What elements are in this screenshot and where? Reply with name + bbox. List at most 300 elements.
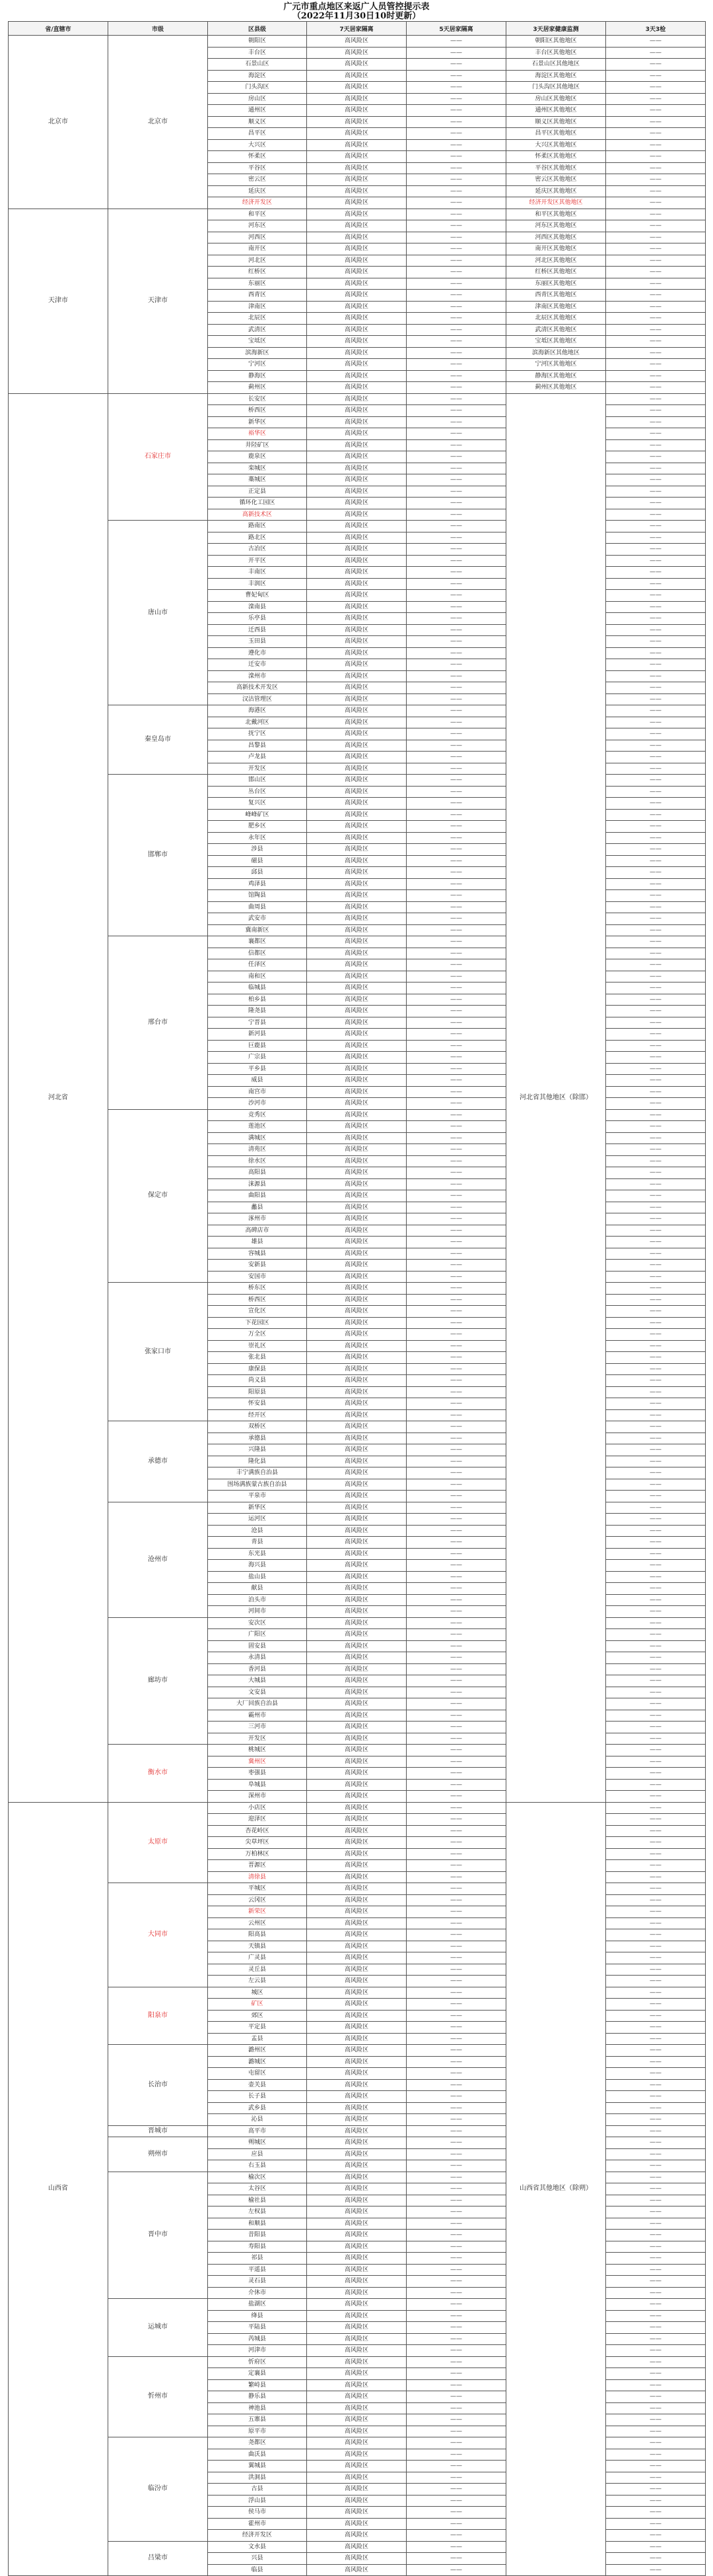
dash-cell: —— xyxy=(606,1987,706,1999)
dash-cell: —— xyxy=(407,1248,506,1260)
dash-cell: —— xyxy=(606,509,706,521)
district-cell: 曹妃甸区 xyxy=(208,590,307,602)
dash-cell: —— xyxy=(407,1317,506,1329)
dash-cell: —— xyxy=(407,509,506,521)
district-cell: 三河市 xyxy=(208,1722,307,1733)
dash-cell: —— xyxy=(407,2206,506,2218)
risk-cell: 高风险区 xyxy=(307,1433,407,1444)
risk-cell: 高风险区 xyxy=(307,1941,407,1952)
dash-cell: —— xyxy=(407,682,506,694)
dash-cell: —— xyxy=(606,2391,706,2403)
district-cell: 高碑店市 xyxy=(208,1225,307,1237)
dash-cell: —— xyxy=(407,1837,506,1849)
dash-cell: —— xyxy=(407,786,506,798)
risk-cell: 高风险区 xyxy=(307,2183,407,2195)
district-cell: 昔阳县 xyxy=(208,2230,307,2241)
district-cell: 新华区 xyxy=(208,416,307,428)
risk-cell: 高风险区 xyxy=(307,1825,407,1837)
dash-cell: —— xyxy=(606,209,706,220)
dash-cell: —— xyxy=(606,740,706,752)
risk-cell: 高风险区 xyxy=(307,1155,407,1167)
dash-cell: —— xyxy=(606,1687,706,1698)
district-cell: 津南区 xyxy=(208,301,307,313)
dash-cell: —— xyxy=(407,2484,506,2496)
district-cell: 广灵县 xyxy=(208,1952,307,1964)
dash-cell: —— xyxy=(407,2172,506,2183)
district-cell: 门头沟区 xyxy=(208,82,307,94)
risk-cell: 高风险区 xyxy=(307,521,407,532)
risk-cell: 高风险区 xyxy=(307,2264,407,2276)
risk-cell: 高风险区 xyxy=(307,2541,407,2553)
dash-cell: —— xyxy=(407,1537,506,1549)
dash-cell: —— xyxy=(407,1594,506,1606)
dash-cell: —— xyxy=(606,821,706,833)
risk-cell: 高风险区 xyxy=(307,2056,407,2068)
monitor-cell: 平谷区其他地区 xyxy=(506,162,606,174)
risk-cell: 高风险区 xyxy=(307,2310,407,2322)
district-cell: 尚义县 xyxy=(208,1375,307,1387)
district-cell: 新荣区 xyxy=(208,1906,307,1918)
dash-cell: —— xyxy=(407,439,506,451)
risk-cell: 高风险区 xyxy=(307,1386,407,1398)
risk-cell: 高风险区 xyxy=(307,924,407,936)
district-cell: 遵化市 xyxy=(208,647,307,659)
dash-cell: —— xyxy=(606,1640,706,1652)
dash-cell: —— xyxy=(606,624,706,636)
risk-cell: 高风险区 xyxy=(307,1098,407,1110)
dash-cell: —— xyxy=(606,2241,706,2253)
monitor-cell: 宁河区其他地区 xyxy=(506,359,606,371)
dash-cell: —— xyxy=(606,70,706,82)
city-cell: 衡水市 xyxy=(108,1745,208,1803)
risk-cell: 高风险区 xyxy=(307,2518,407,2530)
dash-cell: —— xyxy=(606,2484,706,2496)
city-cell: 唐山市 xyxy=(108,521,208,705)
monitor-cell: 滨海新区其他地区 xyxy=(506,347,606,359)
risk-cell: 高风险区 xyxy=(307,775,407,787)
district-cell: 丛台区 xyxy=(208,786,307,798)
dash-cell: —— xyxy=(407,1652,506,1664)
dash-cell: —— xyxy=(606,613,706,625)
dash-cell: —— xyxy=(606,2137,706,2149)
risk-cell: 高风险区 xyxy=(307,474,407,486)
district-cell: 杏花岭区 xyxy=(208,1825,307,1837)
dash-cell: —— xyxy=(407,1409,506,1421)
risk-cell: 高风险区 xyxy=(307,613,407,625)
dash-cell: —— xyxy=(407,717,506,728)
dash-cell: —— xyxy=(407,1386,506,1398)
dash-cell: —— xyxy=(606,2068,706,2080)
district-cell: 承德县 xyxy=(208,1433,307,1444)
title-line-2: （2022年11月30日10时更新） xyxy=(292,11,421,21)
dash-cell: —— xyxy=(407,1976,506,1987)
district-cell: 邱县 xyxy=(208,867,307,879)
district-cell: 循环化工园区 xyxy=(208,498,307,509)
dash-cell: —— xyxy=(407,2553,506,2565)
district-cell: 崇礼区 xyxy=(208,1340,307,1352)
dash-cell: —— xyxy=(606,532,706,544)
dash-cell: —— xyxy=(606,313,706,325)
risk-cell: 高风险区 xyxy=(307,313,407,325)
dash-cell: —— xyxy=(407,174,506,186)
dash-cell: —— xyxy=(407,209,506,220)
monitor-cell: 经济开发区其他地区 xyxy=(506,197,606,209)
risk-cell: 高风险区 xyxy=(307,1571,407,1583)
dash-cell: —— xyxy=(407,1283,506,1295)
dash-cell: —— xyxy=(407,2056,506,2068)
dash-cell: —— xyxy=(407,1929,506,1941)
header-5day: 5天居家隔离 xyxy=(407,22,506,36)
risk-cell: 高风险区 xyxy=(307,347,407,359)
dash-cell: —— xyxy=(407,220,506,232)
dash-cell: —— xyxy=(606,1537,706,1549)
dash-cell: —— xyxy=(606,2033,706,2045)
risk-cell: 高风险区 xyxy=(307,2437,407,2449)
dash-cell: —— xyxy=(407,2402,506,2414)
dash-cell: —— xyxy=(606,647,706,659)
risk-cell: 高风险区 xyxy=(307,728,407,740)
dash-cell: —— xyxy=(407,2160,506,2172)
dash-cell: —— xyxy=(407,832,506,844)
district-cell: 香河县 xyxy=(208,1663,307,1675)
risk-cell: 高风险区 xyxy=(307,798,407,810)
risk-cell: 高风险区 xyxy=(307,2206,407,2218)
district-cell: 玉田县 xyxy=(208,636,307,648)
dash-cell: —— xyxy=(606,498,706,509)
district-cell: 兴隆县 xyxy=(208,1444,307,1456)
district-cell: 榆次区 xyxy=(208,2172,307,2183)
district-cell: 卢龙县 xyxy=(208,752,307,763)
risk-cell: 高风险区 xyxy=(307,82,407,94)
district-cell: 抚宁区 xyxy=(208,728,307,740)
dash-cell: —— xyxy=(407,1733,506,1745)
dash-cell: —— xyxy=(407,2426,506,2437)
dash-cell: —— xyxy=(407,1052,506,1064)
monitor-cell: 武清区其他地区 xyxy=(506,324,606,336)
dash-cell: —— xyxy=(606,1167,706,1179)
dash-cell: —— xyxy=(407,232,506,243)
dash-cell: —— xyxy=(606,382,706,394)
dash-cell: —— xyxy=(606,2368,706,2380)
dash-cell: —— xyxy=(407,416,506,428)
district-cell: 康保县 xyxy=(208,1363,307,1375)
dash-cell: —— xyxy=(606,1479,706,1491)
district-cell: 太谷区 xyxy=(208,2183,307,2195)
dash-cell: —— xyxy=(606,1398,706,1410)
district-cell: 静乐县 xyxy=(208,2391,307,2403)
dash-cell: —— xyxy=(606,1132,706,1144)
dash-cell: —— xyxy=(407,578,506,590)
dash-cell: —— xyxy=(407,1144,506,1156)
dash-cell: —— xyxy=(606,763,706,775)
risk-cell: 高风险区 xyxy=(307,1075,407,1087)
risk-cell: 高风险区 xyxy=(307,2553,407,2565)
dash-cell: —— xyxy=(606,393,706,405)
district-cell: 东丽区 xyxy=(208,278,307,290)
dash-cell: —— xyxy=(606,2264,706,2276)
district-cell: 武清区 xyxy=(208,324,307,336)
district-cell: 兴县 xyxy=(208,2553,307,2565)
dash-cell: —— xyxy=(606,1814,706,1826)
district-cell: 尧都区 xyxy=(208,2437,307,2449)
risk-cell: 高风险区 xyxy=(307,36,407,48)
risk-cell: 高风险区 xyxy=(307,1248,407,1260)
dash-cell: —— xyxy=(407,1871,506,1883)
dash-cell: —— xyxy=(606,878,706,890)
dash-cell: —— xyxy=(407,1132,506,1144)
dash-cell: —— xyxy=(606,47,706,59)
risk-cell: 高风险区 xyxy=(307,682,407,694)
dash-cell: —— xyxy=(606,2160,706,2172)
risk-cell: 高风险区 xyxy=(307,2322,407,2334)
city-cell: 廊坊市 xyxy=(108,1617,208,1745)
risk-cell: 高风险区 xyxy=(307,1814,407,1826)
district-cell: 南和区 xyxy=(208,971,307,982)
risk-cell: 高风险区 xyxy=(307,1491,407,1502)
risk-cell: 高风险区 xyxy=(307,1132,407,1144)
risk-cell: 高风险区 xyxy=(307,1594,407,1606)
dash-cell: —— xyxy=(407,1548,506,1560)
risk-cell: 高风险区 xyxy=(307,2287,407,2299)
monitor-cell: 河北区其他地区 xyxy=(506,255,606,267)
city-cell: 运城市 xyxy=(108,2299,208,2357)
monitor-cell: 顺义区其他地区 xyxy=(506,116,606,128)
dash-cell: —— xyxy=(407,821,506,833)
district-cell: 涉县 xyxy=(208,844,307,856)
dash-cell: —— xyxy=(407,1917,506,1929)
district-cell: 安新县 xyxy=(208,1260,307,1272)
dash-cell: —— xyxy=(407,313,506,325)
dash-cell: —— xyxy=(606,36,706,48)
city-cell: 邢台市 xyxy=(108,936,208,1110)
district-cell: 青县 xyxy=(208,1537,307,1549)
district-cell: 巨鹿县 xyxy=(208,1040,307,1052)
risk-cell: 高风险区 xyxy=(307,509,407,521)
dash-cell: —— xyxy=(606,1271,706,1283)
risk-cell: 高风险区 xyxy=(307,105,407,117)
district-cell: 小店区 xyxy=(208,1802,307,1814)
risk-cell: 高风险区 xyxy=(307,209,407,220)
monitor-cell: 津南区其他地区 xyxy=(506,301,606,313)
dash-cell: —— xyxy=(606,2472,706,2484)
risk-cell: 高风险区 xyxy=(307,1398,407,1410)
dash-cell: —— xyxy=(407,1722,506,1733)
dash-cell: —— xyxy=(606,2553,706,2565)
dash-cell: —— xyxy=(606,1063,706,1075)
dash-cell: —— xyxy=(606,1306,706,1318)
risk-cell: 高风险区 xyxy=(307,2137,407,2149)
dash-cell: —— xyxy=(606,1745,706,1756)
risk-cell: 高风险区 xyxy=(307,290,407,302)
risk-cell: 高风险区 xyxy=(307,451,407,463)
dash-cell: —— xyxy=(606,924,706,936)
district-cell: 运河区 xyxy=(208,1514,307,1526)
risk-cell: 高风险区 xyxy=(307,2045,407,2057)
dash-cell: —— xyxy=(407,278,506,290)
header-3day-monitor: 3天居家健康监测 xyxy=(506,22,606,36)
dash-cell: —— xyxy=(407,2079,506,2091)
risk-cell: 高风险区 xyxy=(307,2472,407,2484)
district-cell: 鸡泽县 xyxy=(208,878,307,890)
monitor-cell: 朝阳区其他地区 xyxy=(506,36,606,48)
city-cell: 忻州市 xyxy=(108,2356,208,2437)
district-cell: 古县 xyxy=(208,2484,307,2496)
district-cell: 广宗县 xyxy=(208,1052,307,1064)
province-cell: 天津市 xyxy=(9,209,108,393)
district-cell: 满城区 xyxy=(208,1132,307,1144)
district-cell: 襄都区 xyxy=(208,936,307,948)
dash-cell: —— xyxy=(407,1941,506,1952)
district-cell: 海港区 xyxy=(208,705,307,717)
dash-cell: —— xyxy=(606,162,706,174)
dash-cell: —— xyxy=(606,2437,706,2449)
risk-cell: 高风险区 xyxy=(307,2022,407,2034)
dash-cell: —— xyxy=(606,1409,706,1421)
dash-cell: —— xyxy=(407,959,506,971)
dash-cell: —— xyxy=(407,1029,506,1041)
district-cell: 下花园区 xyxy=(208,1317,307,1329)
district-cell: 海兴县 xyxy=(208,1560,307,1572)
dash-cell: —— xyxy=(407,2518,506,2530)
province-cell: 北京市 xyxy=(9,36,108,209)
risk-cell: 高风险区 xyxy=(307,128,407,140)
risk-cell: 高风险区 xyxy=(307,428,407,440)
district-cell: 栾城区 xyxy=(208,463,307,474)
district-cell: 和顺县 xyxy=(208,2218,307,2230)
dash-cell: —— xyxy=(407,267,506,278)
risk-cell: 高风险区 xyxy=(307,2102,407,2114)
risk-cell: 高风险区 xyxy=(307,1006,407,1017)
city-cell: 晋中市 xyxy=(108,2172,208,2299)
district-cell: 威县 xyxy=(208,1075,307,1087)
dash-cell: —— xyxy=(407,878,506,890)
risk-cell: 高风险区 xyxy=(307,2068,407,2080)
district-cell: 徐水区 xyxy=(208,1155,307,1167)
dash-cell: —— xyxy=(407,693,506,705)
risk-cell: 高风险区 xyxy=(307,901,407,913)
monitor-cell: 大兴区其他地区 xyxy=(506,139,606,151)
district-cell: 霍州市 xyxy=(208,2518,307,2530)
district-cell: 经开区 xyxy=(208,1409,307,1421)
dash-cell: —— xyxy=(606,1722,706,1733)
risk-cell: 高风险区 xyxy=(307,93,407,105)
dash-cell: —— xyxy=(606,1514,706,1526)
monitor-cell: 宝坻区其他地区 xyxy=(506,336,606,348)
risk-cell: 高风险区 xyxy=(307,370,407,382)
dash-cell: —— xyxy=(606,1121,706,1133)
monitor-cell: 怀柔区其他地区 xyxy=(506,151,606,163)
dash-cell: —— xyxy=(407,1260,506,1272)
dash-cell: —— xyxy=(407,162,506,174)
district-cell: 迁西县 xyxy=(208,624,307,636)
district-cell: 蠡县 xyxy=(208,1202,307,1213)
dash-cell: —— xyxy=(606,1491,706,1502)
dash-cell: —— xyxy=(606,1213,706,1225)
district-cell: 开发区 xyxy=(208,1733,307,1745)
dash-cell: —— xyxy=(606,1860,706,1872)
district-cell: 丰宁满族自治县 xyxy=(208,1467,307,1479)
dash-cell: —— xyxy=(407,924,506,936)
dash-cell: —— xyxy=(407,2310,506,2322)
dash-cell: —— xyxy=(606,359,706,371)
risk-cell: 高风险区 xyxy=(307,174,407,186)
district-cell: 张北县 xyxy=(208,1352,307,1364)
dash-cell: —— xyxy=(407,474,506,486)
dash-cell: —— xyxy=(606,2414,706,2426)
district-cell: 莲池区 xyxy=(208,1121,307,1133)
dash-cell: —— xyxy=(606,1144,706,1156)
risk-cell: 高风险区 xyxy=(307,1987,407,1999)
district-cell: 大城县 xyxy=(208,1675,307,1687)
dash-cell: —— xyxy=(407,116,506,128)
risk-cell: 高风险区 xyxy=(307,1964,407,1976)
dash-cell: —— xyxy=(407,590,506,602)
risk-cell: 高风险区 xyxy=(307,1375,407,1387)
dash-cell: —— xyxy=(606,901,706,913)
risk-cell: 高风险区 xyxy=(307,2299,407,2311)
dash-cell: —— xyxy=(606,855,706,867)
dash-cell: —— xyxy=(407,1606,506,1618)
dash-cell: —— xyxy=(606,1502,706,1514)
dash-cell: —— xyxy=(606,255,706,267)
dash-cell: —— xyxy=(407,1086,506,1098)
monitor-cell: 丰台区其他地区 xyxy=(506,47,606,59)
risk-cell: 高风险区 xyxy=(307,636,407,648)
risk-cell: 高风险区 xyxy=(307,821,407,833)
risk-cell: 高风险区 xyxy=(307,555,407,567)
district-cell: 浮山县 xyxy=(208,2495,307,2507)
district-cell: 深州市 xyxy=(208,1791,307,1803)
district-cell: 固安县 xyxy=(208,1640,307,1652)
risk-cell: 高风险区 xyxy=(307,890,407,902)
district-cell: 潞州区 xyxy=(208,2045,307,2057)
risk-cell: 高风险区 xyxy=(307,982,407,994)
dash-cell: —— xyxy=(407,798,506,810)
district-cell: 忻府区 xyxy=(208,2356,307,2368)
dash-cell: —— xyxy=(407,1617,506,1629)
dash-cell: —— xyxy=(407,1237,506,1248)
dash-cell: —— xyxy=(407,1814,506,1826)
other-area-cell: 山西省其他地区（除朔） xyxy=(506,1802,606,2576)
dash-cell: —— xyxy=(407,139,506,151)
city-cell: 秦皇岛市 xyxy=(108,705,208,775)
dash-cell: —— xyxy=(606,2022,706,2034)
dash-cell: —— xyxy=(606,290,706,302)
monitor-cell: 北辰区其他地区 xyxy=(506,313,606,325)
district-cell: 密云区 xyxy=(208,174,307,186)
district-cell: 宣化区 xyxy=(208,1306,307,1318)
header-district: 区县级 xyxy=(208,22,307,36)
dash-cell: —— xyxy=(606,1929,706,1941)
dash-cell: —— xyxy=(606,1340,706,1352)
district-cell: 神池县 xyxy=(208,2402,307,2414)
dash-cell: —— xyxy=(407,128,506,140)
district-cell: 南宫市 xyxy=(208,1086,307,1098)
risk-cell: 高风险区 xyxy=(307,1063,407,1075)
risk-cell: 高风险区 xyxy=(307,2426,407,2437)
dash-cell: —— xyxy=(606,1768,706,1780)
risk-cell: 高风险区 xyxy=(307,1040,407,1052)
dash-cell: —— xyxy=(407,1825,506,1837)
dash-cell: —— xyxy=(606,2541,706,2553)
city-cell: 长治市 xyxy=(108,2045,208,2126)
dash-cell: —— xyxy=(407,1225,506,1237)
dash-cell: —— xyxy=(606,1941,706,1952)
header-7day: 7天居家隔离 xyxy=(307,22,407,36)
risk-cell: 高风险区 xyxy=(307,1710,407,1722)
district-cell: 容城县 xyxy=(208,1248,307,1260)
city-cell: 北京市 xyxy=(108,36,208,209)
